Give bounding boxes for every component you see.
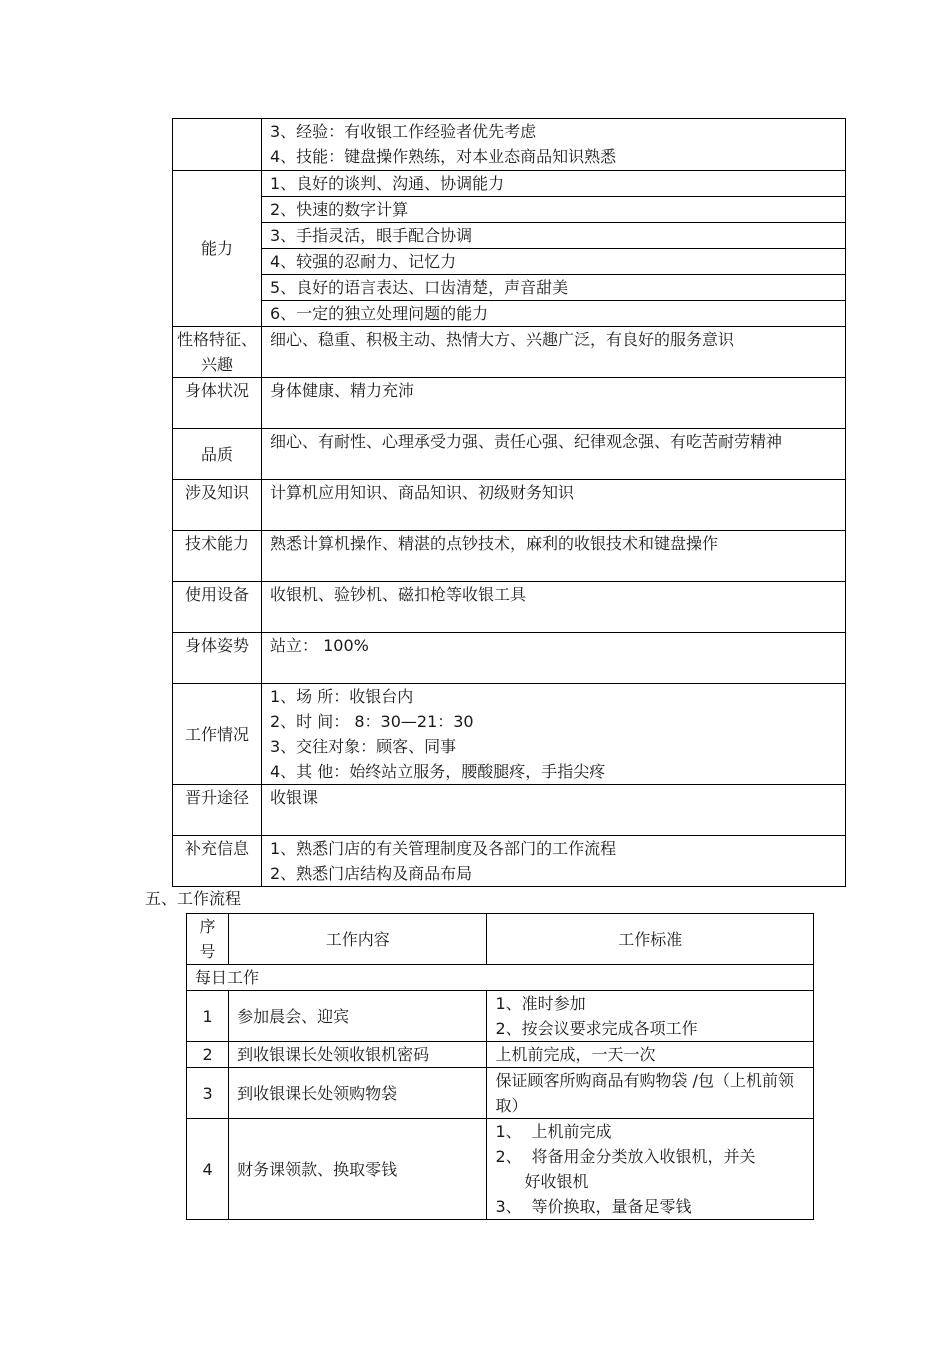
section-heading: 五、工作流程	[145, 889, 242, 908]
table-header-row	[187, 914, 814, 965]
row-content	[262, 531, 846, 582]
row-seq: 1	[187, 991, 229, 1042]
standard-item	[495, 1194, 805, 1219]
item-text-continued: 好收银机	[524, 1172, 589, 1191]
header-seq: 序号	[187, 914, 229, 965]
row-label: 能力	[173, 171, 262, 327]
content-line: 细心、有耐性、心理承受力强、责任心强、纪律观念强、有吃苦耐劳精神	[270, 432, 783, 451]
row-seq: 2	[187, 1042, 229, 1068]
content-line: 3、手指灵活，眼手配合协调	[262, 223, 845, 249]
row-label: 身体姿势	[173, 633, 262, 684]
content-line: 2、快速的数字计算	[262, 197, 845, 223]
content-line: 3、经验：有收银工作经验者优先考虑	[270, 122, 537, 141]
row-content: 到收银课长处领收银机密码	[229, 1042, 487, 1068]
row-content	[262, 684, 846, 785]
row-standard	[487, 1068, 814, 1119]
standard-item	[495, 1144, 805, 1169]
content-line: 3、交往对象：顾客、同事	[270, 737, 457, 756]
table-row	[173, 785, 846, 836]
table-row	[173, 836, 846, 887]
content-line: 1、场 所：收银台内	[270, 687, 414, 706]
content-line: 4、技能：键盘操作熟练，对本业态商品知识熟悉	[270, 147, 617, 166]
row-content: 财务课领款、换取零钱	[229, 1119, 487, 1220]
row-label: 工作情况	[173, 684, 262, 785]
standard-line: 1、准时参加	[495, 994, 586, 1013]
row-label: 使用设备	[173, 582, 262, 633]
group-label: 每日工作	[187, 965, 814, 991]
content-line: 5、良好的语言表达、口齿清楚，声音甜美	[262, 275, 845, 301]
content-line: 6、一定的独立处理问题的能力	[270, 304, 489, 323]
item-text: 将备用金分类放入收银机，并关	[531, 1147, 756, 1166]
table-row	[173, 119, 846, 171]
item-number: 1、	[495, 1122, 522, 1141]
content-line: 1、良好的谈判、沟通、协调能力	[262, 171, 845, 197]
row-content	[262, 785, 846, 836]
row-label: 身体状况	[173, 378, 262, 429]
content-line: 4、较强的忍耐力、记忆力	[262, 249, 845, 275]
content-line: 计算机应用知识、商品知识、初级财务知识	[270, 483, 575, 502]
row-content: 参加晨会、迎宾	[229, 991, 487, 1042]
row-content	[262, 836, 846, 887]
content-line: 熟悉计算机操作、精湛的点钞技术，麻利的收银技术和键盘操作	[270, 534, 719, 553]
row-content	[262, 582, 846, 633]
row-standard	[487, 991, 814, 1042]
row-seq: 3	[187, 1068, 229, 1119]
work-process-table	[186, 913, 814, 1220]
table-row	[187, 1119, 814, 1220]
row-seq: 4	[187, 1119, 229, 1220]
item-text: 等价换取，量备足零钱	[531, 1197, 692, 1216]
job-requirements-table	[172, 118, 846, 887]
row-label: 涉及知识	[173, 480, 262, 531]
table-row	[173, 531, 846, 582]
content-line: 1、熟悉门店的有关管理制度及各部门的工作流程	[270, 839, 617, 858]
table-row	[173, 171, 846, 327]
row-label	[173, 119, 262, 171]
table-row	[187, 991, 814, 1042]
header-content: 工作内容	[229, 914, 487, 965]
header-standard: 工作标准	[487, 914, 814, 965]
row-label: 技术能力	[173, 531, 262, 582]
table-row	[173, 378, 846, 429]
row-content	[262, 119, 846, 171]
content-line: 站立： 100%	[270, 636, 369, 655]
table-row	[173, 429, 846, 480]
row-content	[262, 171, 846, 327]
row-content	[262, 378, 846, 429]
group-row	[187, 965, 814, 991]
row-standard	[487, 1119, 814, 1220]
table-row	[187, 1042, 814, 1068]
table-row	[173, 684, 846, 785]
item-number: 2、	[495, 1147, 522, 1166]
table-row	[173, 582, 846, 633]
table-row	[173, 633, 846, 684]
standard-line: 上机前完成，一天一次	[495, 1045, 656, 1064]
standard-line: 2、按会议要求完成各项工作	[495, 1019, 698, 1038]
row-standard	[487, 1042, 814, 1068]
row-label: 性格特征、兴趣	[173, 327, 262, 378]
row-content: 到收银课长处领购物袋	[229, 1068, 487, 1119]
content-line: 2、时 间： 8：30—21：30	[270, 712, 474, 731]
row-content	[262, 429, 846, 480]
content-line: 2、熟悉门店结构及商品布局	[270, 864, 473, 883]
row-label: 晋升途径	[173, 785, 262, 836]
standard-item	[495, 1119, 805, 1144]
content-line: 收银机、验钞机、磁扣枪等收银工具	[270, 585, 527, 604]
content-line: 4、其 他：始终站立服务，腰酸腿疼，手指尖疼	[270, 762, 606, 781]
table-row	[173, 327, 846, 378]
table-row	[187, 1068, 814, 1119]
row-label: 品质	[173, 429, 262, 480]
item-number: 3、	[495, 1197, 522, 1216]
row-content	[262, 633, 846, 684]
row-content	[262, 480, 846, 531]
item-text: 上机前完成	[531, 1122, 612, 1141]
content-line: 身体健康、精力充沛	[270, 381, 415, 400]
table-row	[173, 480, 846, 531]
row-content	[262, 327, 846, 378]
standard-line: 保证顾客所购商品有购物袋 /包（上机前领取）	[495, 1071, 794, 1115]
row-label: 补充信息	[173, 836, 262, 887]
content-line: 细心、稳重、积极主动、热情大方、兴趣广泛，有良好的服务意识	[270, 330, 735, 349]
content-line: 收银课	[270, 788, 319, 807]
